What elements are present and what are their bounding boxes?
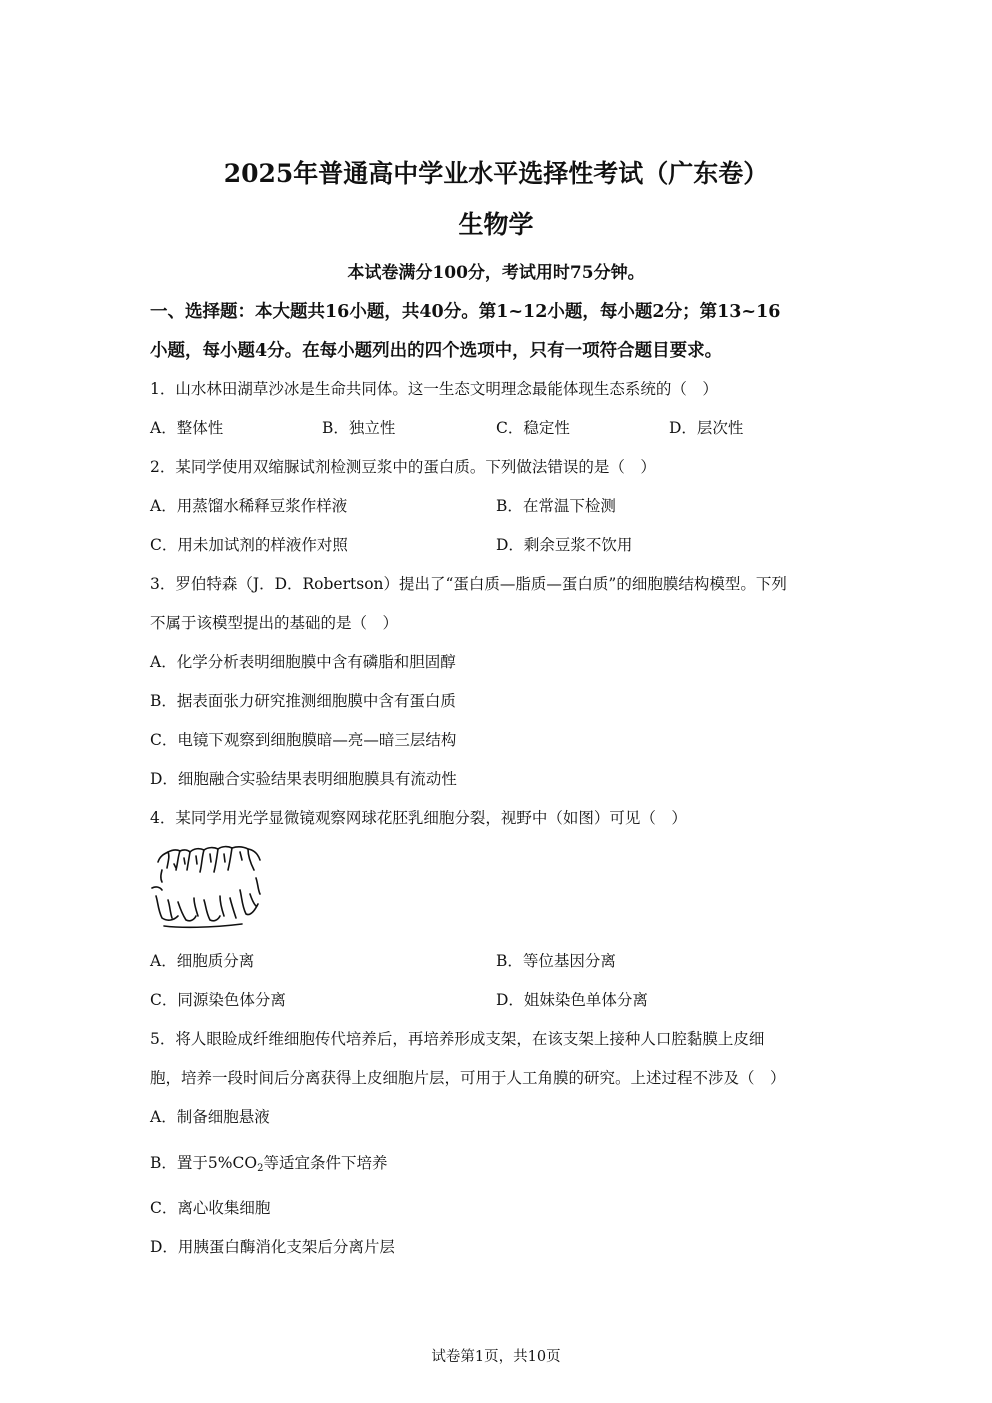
question-5-stem-line-2: 胞，培养一段时间后分离获得上皮细胞片层，可用于人工角膜的研究。上述过程不涉及（ ） — [150, 1069, 786, 1087]
question-3-option-d: D．细胞融合实验结果表明细胞膜具有流动性 — [150, 770, 457, 788]
question-5-stem-line-1: 5．将人眼睑成纤维细胞传代培养后，再培养形成支架，在该支架上接种人口腔黏膜上皮细 — [150, 1030, 765, 1048]
question-5-option-d: D．用胰蛋白酶消化支架后分离片层 — [150, 1238, 395, 1256]
question-3-stem-line-1: 3．罗伯特森（J．D．Robertson）提出了“蛋白质—脂质—蛋白质”的细胞膜结构模型。下列 — [150, 575, 787, 593]
question-2-option-b: B．在常温下检测 — [496, 497, 616, 515]
question-2-option-d: D．剩余豆浆不饮用 — [496, 536, 633, 554]
question-5-option-b-text: B．置于5%CO — [150, 1154, 258, 1172]
question-2-stem: 2．某同学使用双缩脲试剂检测豆浆中的蛋白质。下列做法错误的是（ ） — [150, 458, 656, 476]
question-3-option-b: B．据表面张力研究推测细胞膜中含有蛋白质 — [150, 692, 456, 710]
question-4-option-b: B．等位基因分离 — [496, 952, 616, 970]
subject-title: 生物学 — [458, 210, 534, 239]
question-5-option-a: A．制备细胞悬液 — [150, 1108, 270, 1126]
question-4-option-d: D．姐妹染色单体分离 — [496, 991, 648, 1009]
question-5-option-b-subscript: 2 — [257, 1163, 264, 1174]
page-footer: 试卷第1页，共10页 — [431, 1349, 561, 1365]
question-3-option-c: C．电镜下观察到细胞膜暗—亮—暗三层结构 — [150, 731, 457, 749]
question-5-option-c: C．离心收集细胞 — [150, 1199, 271, 1217]
question-1-option-a: A．整体性 — [150, 419, 224, 437]
question-5-option-b-tail: 等适宜条件下培养 — [263, 1154, 388, 1172]
question-1-option-c: C．稳定性 — [496, 419, 570, 437]
question-1-option-b: B．独立性 — [322, 419, 396, 437]
section-instruction-line-2: 小题，每小题4分。在每小题列出的四个选项中，只有一项符合题目要求。 — [150, 341, 723, 361]
question-4-option-a: A．细胞质分离 — [150, 952, 255, 970]
question-1-stem: 1．山水林田湖草沙冰是生命共同体。这一生态文明理念最能体现生态系统的（ ） — [150, 380, 718, 398]
question-3-option-a: A．化学分析表明细胞膜中含有磷脂和胆固醇 — [150, 653, 456, 671]
question-2-option-c: C．用未加试剂的样液作对照 — [150, 536, 348, 554]
question-4-option-c: C．同源染色体分离 — [150, 991, 286, 1009]
question-4-stem: 4．某同学用光学显微镜观察网球花胚乳细胞分裂，视野中（如图）可见（ ） — [150, 809, 687, 827]
question-2-option-a: A．用蒸馏水稀释豆浆作样液 — [150, 497, 348, 515]
question-1-option-d: D．层次性 — [669, 419, 744, 437]
question-3-stem-line-2: 不属于该模型提出的基础的是（ ） — [150, 614, 399, 632]
exam-title: 2025年普通高中学业水平选择性考试（广东卷） — [223, 159, 769, 188]
chromosome-separation-sketch-icon — [150, 840, 268, 930]
question-5-option-b — [150, 1151, 387, 1174]
exam-info: 本试卷满分100分，考试用时75分钟。 — [347, 263, 645, 283]
section-instruction-line-1: 一、选择题：本大题共16小题，共40分。第1~12小题，每小题2分；第13~16 — [150, 302, 781, 322]
